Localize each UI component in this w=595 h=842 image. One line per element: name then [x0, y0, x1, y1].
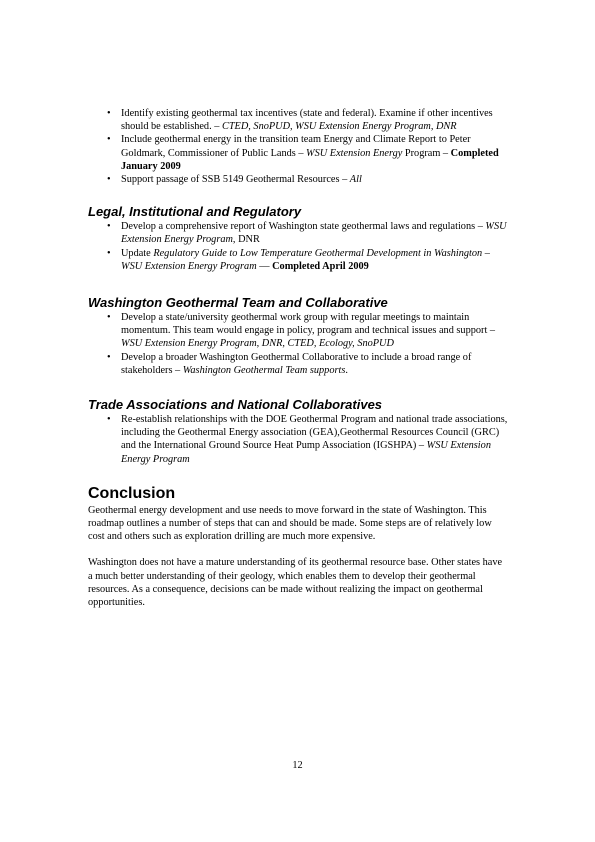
page-number: 12 [292, 760, 303, 771]
bullet-text-run: — [256, 260, 273, 272]
conclusion-paragraph-1: Geothermal energy development and use needs to move forward in the state of Washington. This roadmap outlines a number of steps that can and should be made. Some steps are of relatively low cost and others such as exploration drilling are much more expensive. [88, 504, 492, 543]
bullet-text-run: WSU Extension Energy Program [121, 440, 491, 465]
page-content [88, 107, 508, 609]
section-heading-trade: Trade Associations and National Collaboratives [88, 397, 383, 413]
bullet-text-run: Washington Geothermal Team supports [182, 364, 346, 376]
bullet-text-run: CTED, SnoPUD, WSU Extension Energy Program, DNR [221, 121, 457, 133]
bullet-item [121, 351, 508, 377]
intro-bullet-list [121, 107, 508, 186]
bullet-item [121, 173, 508, 186]
section-team [88, 295, 508, 377]
legal-bullet-list [121, 220, 508, 273]
bullet-text-run: WSU Extension Energy Program [121, 221, 507, 246]
bullet-item [121, 220, 508, 246]
bullet-text-run: Include geothermal energy in the transition team Energy and Climate Report to Peter Goldmark, Commissioner of Public Lands – [121, 134, 471, 159]
conclusion-paragraph-2: Washington does not have a mature understanding of its geothermal resource base. Other states have a much better understanding of their geology, which enables them to develop their geothermal resources. As a consequence, decisions can be made without realizing the impact on geothermal opportunities. [88, 557, 503, 609]
section-heading-legal: Legal, Institutional and Regulatory [88, 204, 302, 220]
bullet-text-run: Completed January 2009 [121, 147, 499, 172]
bullet-item [121, 247, 508, 273]
bullet-text-run: Re-establish relationships with the DOE Geothermal Program and national trade associations, including the Geothermal Energy association (GEA),Geothermal Resources Council (GRC) and the International Ground Source Heat Pump Association (IGSHPA) – [121, 414, 508, 452]
bullet-text-run: Develop a comprehensive report of Washington state geothermal laws and regulations – [121, 221, 486, 233]
bullet-item [121, 413, 508, 466]
section-trade [88, 397, 508, 466]
bullet-text-run: Program – [402, 147, 451, 159]
conclusion-heading: Conclusion [88, 484, 176, 502]
bullet-item [121, 311, 508, 351]
section-heading-team: Washington Geothermal Team and Collaborative [88, 295, 388, 311]
bullet-text-run: All [349, 174, 362, 186]
bullet-text-run: WSU Extension Energy [306, 147, 403, 159]
section-legal [88, 204, 508, 273]
bullet-text-run: WSU Extension Energy Program, DNR, CTED, Ecology, SnoPUD [121, 338, 394, 350]
bullet-item [121, 133, 508, 173]
section-conclusion [88, 484, 508, 609]
bullet-text-run: Update [121, 247, 154, 259]
bullet-text-run: , DNR [232, 234, 260, 246]
bullet-text-run: Develop a broader Washington Geothermal Collaborative to include a broad range of stakeholders – [121, 351, 472, 376]
bullet-text-run: Support passage of SSB 5149 Geothermal Resources – [121, 174, 350, 186]
team-bullet-list [121, 311, 508, 377]
bullet-text-run: Completed April 2009 [272, 260, 369, 272]
bullet-text-run: . [345, 364, 348, 376]
bullet-text-run: Regulatory Guide to Low Temperature Geothermal Development in Washington – WSU Extension Energy Program [121, 247, 490, 272]
bullet-text-run: Identify existing geothermal tax incentives (state and federal). Examine if other incentives should be established. – [121, 108, 493, 133]
trade-bullet-list [121, 413, 508, 466]
bullet-item [121, 107, 508, 133]
bullet-text-run: Develop a state/university geothermal work group with regular meetings to maintain momentum. This team would engage in policy, program and technical issues and support – [121, 312, 496, 337]
